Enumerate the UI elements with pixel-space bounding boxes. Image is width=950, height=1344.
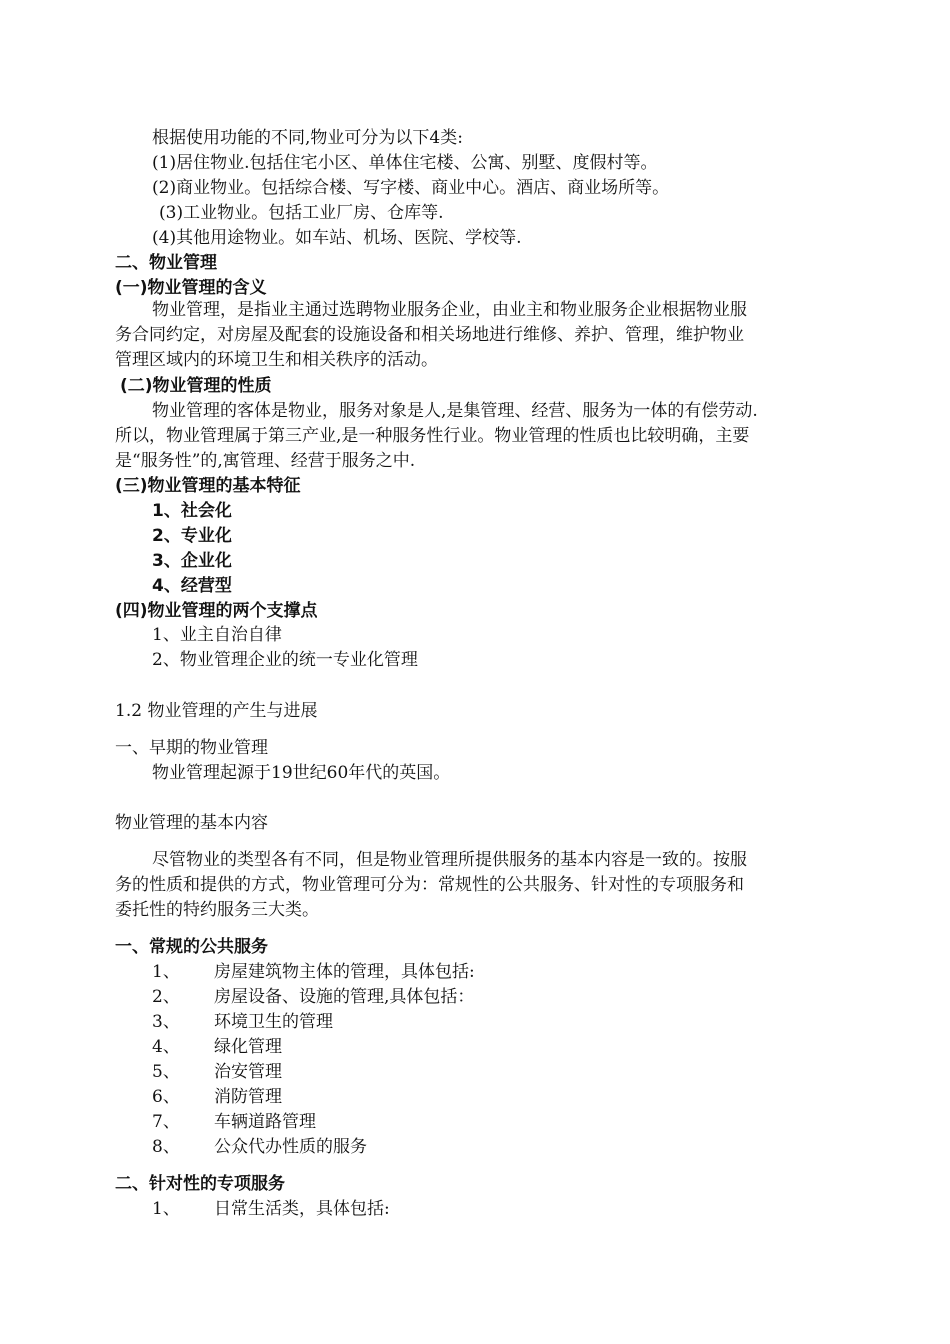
paragraph-line: 尽管物业的类型各有不同，但是物业管理所提供服务的基本内容是一致的。按服 (152, 850, 747, 870)
paragraph-line: 所以，物业管理属于第三产业,是一种服务性行业。物业管理的性质也比较明确，主要 (115, 426, 750, 446)
type-item: (3)工业物业。包括工业厂房、仓库等. (159, 203, 444, 223)
type-item: (2)商业物业。包括综合楼、写字楼、商业中心。酒店、商业场所等。 (152, 178, 670, 198)
paragraph-line: 务合同约定，对房屋及配套的设施设备和相关场地进行维修、养护、管理，维护物业 (115, 325, 744, 345)
list-item: 4、 绿化管理 (152, 1037, 282, 1057)
support-item: 2、物业管理企业的统一专业化管理 (152, 650, 418, 670)
list-item: 1、 房屋建筑物主体的管理，具体包括: (152, 962, 475, 982)
subsection-heading: (一)物业管理的含义 (115, 278, 267, 298)
paragraph-line: 务的性质和提供的方式，物业管理可分为：常规性的公共服务、针对性的专项服务和 (115, 875, 744, 895)
paragraph-line: 物业管理起源于19世纪60年代的英国。 (152, 763, 451, 783)
section-heading: 二、物业管理 (115, 253, 217, 273)
feature-item: 4、经营型 (152, 576, 232, 596)
section-heading: 一、早期的物业管理 (115, 738, 268, 758)
list-item: 5、 治安管理 (152, 1062, 282, 1082)
paragraph-line: 是“服务性”的,寓管理、经营于服务之中. (115, 451, 416, 471)
subsection-heading: (四)物业管理的两个支撑点 (115, 601, 318, 621)
intro-text: 根据使用功能的不同,物业可分为以下4类: (152, 128, 463, 148)
paragraph-line: 委托性的特约服务三大类。 (115, 900, 319, 920)
list-item: 1、 日常生活类，具体包括: (152, 1199, 390, 1219)
support-item: 1、业主自治自律 (152, 625, 282, 645)
subsection-heading: (三)物业管理的基本特征 (115, 476, 301, 496)
list-item: 2、 房屋设备、设施的管理,具体包括： (152, 987, 475, 1007)
list-item: 6、 消防管理 (152, 1087, 282, 1107)
subsection-heading: (二)物业管理的性质 (120, 376, 272, 396)
paragraph-line: 物业管理，是指业主通过选聘物业服务企业，由业主和物业服务企业根据物业服 (152, 300, 747, 320)
section-heading: 一、常规的公共服务 (115, 937, 268, 957)
type-item: (4)其他用途物业。如车站、机场、医院、学校等. (152, 228, 522, 248)
paragraph-line: 管理区域内的环境卫生和相关秩序的活动。 (115, 350, 438, 370)
paragraph-line: 物业管理的客体是物业，服务对象是人,是集管理、经营、服务为一体的有偿劳动. (152, 401, 758, 421)
section-heading: 物业管理的基本内容 (115, 813, 268, 833)
feature-item: 1、社会化 (152, 501, 232, 521)
feature-item: 3、企业化 (152, 551, 232, 571)
section-heading: 二、针对性的专项服务 (115, 1174, 285, 1194)
list-item: 8、 公众代办性质的服务 (152, 1137, 367, 1157)
type-item: (1)居住物业.包括住宅小区、单体住宅楼、公寓、别墅、度假村等。 (152, 153, 658, 173)
list-item: 7、 车辆道路管理 (152, 1112, 316, 1132)
chapter-heading: 1.2 物业管理的产生与进展 (115, 701, 318, 721)
list-item: 3、 环境卫生的管理 (152, 1012, 333, 1032)
feature-item: 2、专业化 (152, 526, 232, 546)
